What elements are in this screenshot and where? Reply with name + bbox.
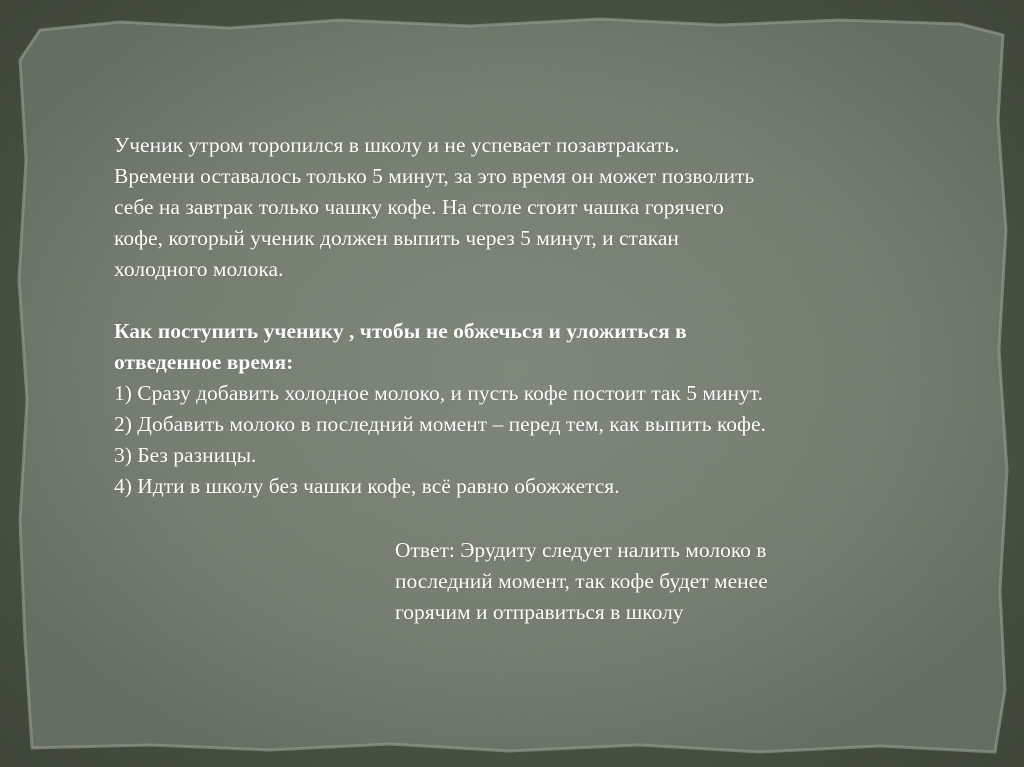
answer-options-list [114,378,974,502]
option-3: 3) Без разницы. [114,443,257,467]
option-4: 4) Идти в школу без чашки кофе, всё равно обожжется. [114,474,620,498]
slide-content [114,130,974,502]
answer-text: Ответ: Эрудиту следует налить молоко в последний момент, так кофе будет менее горячим и отправиться в школу [395,538,768,624]
option-1: 1) Сразу добавить холодное молоко, и пусть кофе постоит так 5 минут. [114,381,763,405]
question-text: Как поступить ученику , чтобы не обжечься и уложиться в отведенное время: [114,319,687,374]
option-2: 2) Добавить молоко в последний момент – перед тем, как выпить кофе. [114,412,766,436]
problem-text: Ученик утром торопился в школу и не успевает позавтракать. Времени оставалось только 5 минут, за это время он может позволить себе на завтрак только чашку кофе. На столе стоит чашка горячего кофе, который ученик должен выпить через 5 минут, и стакан холодного молока. [114,133,755,281]
